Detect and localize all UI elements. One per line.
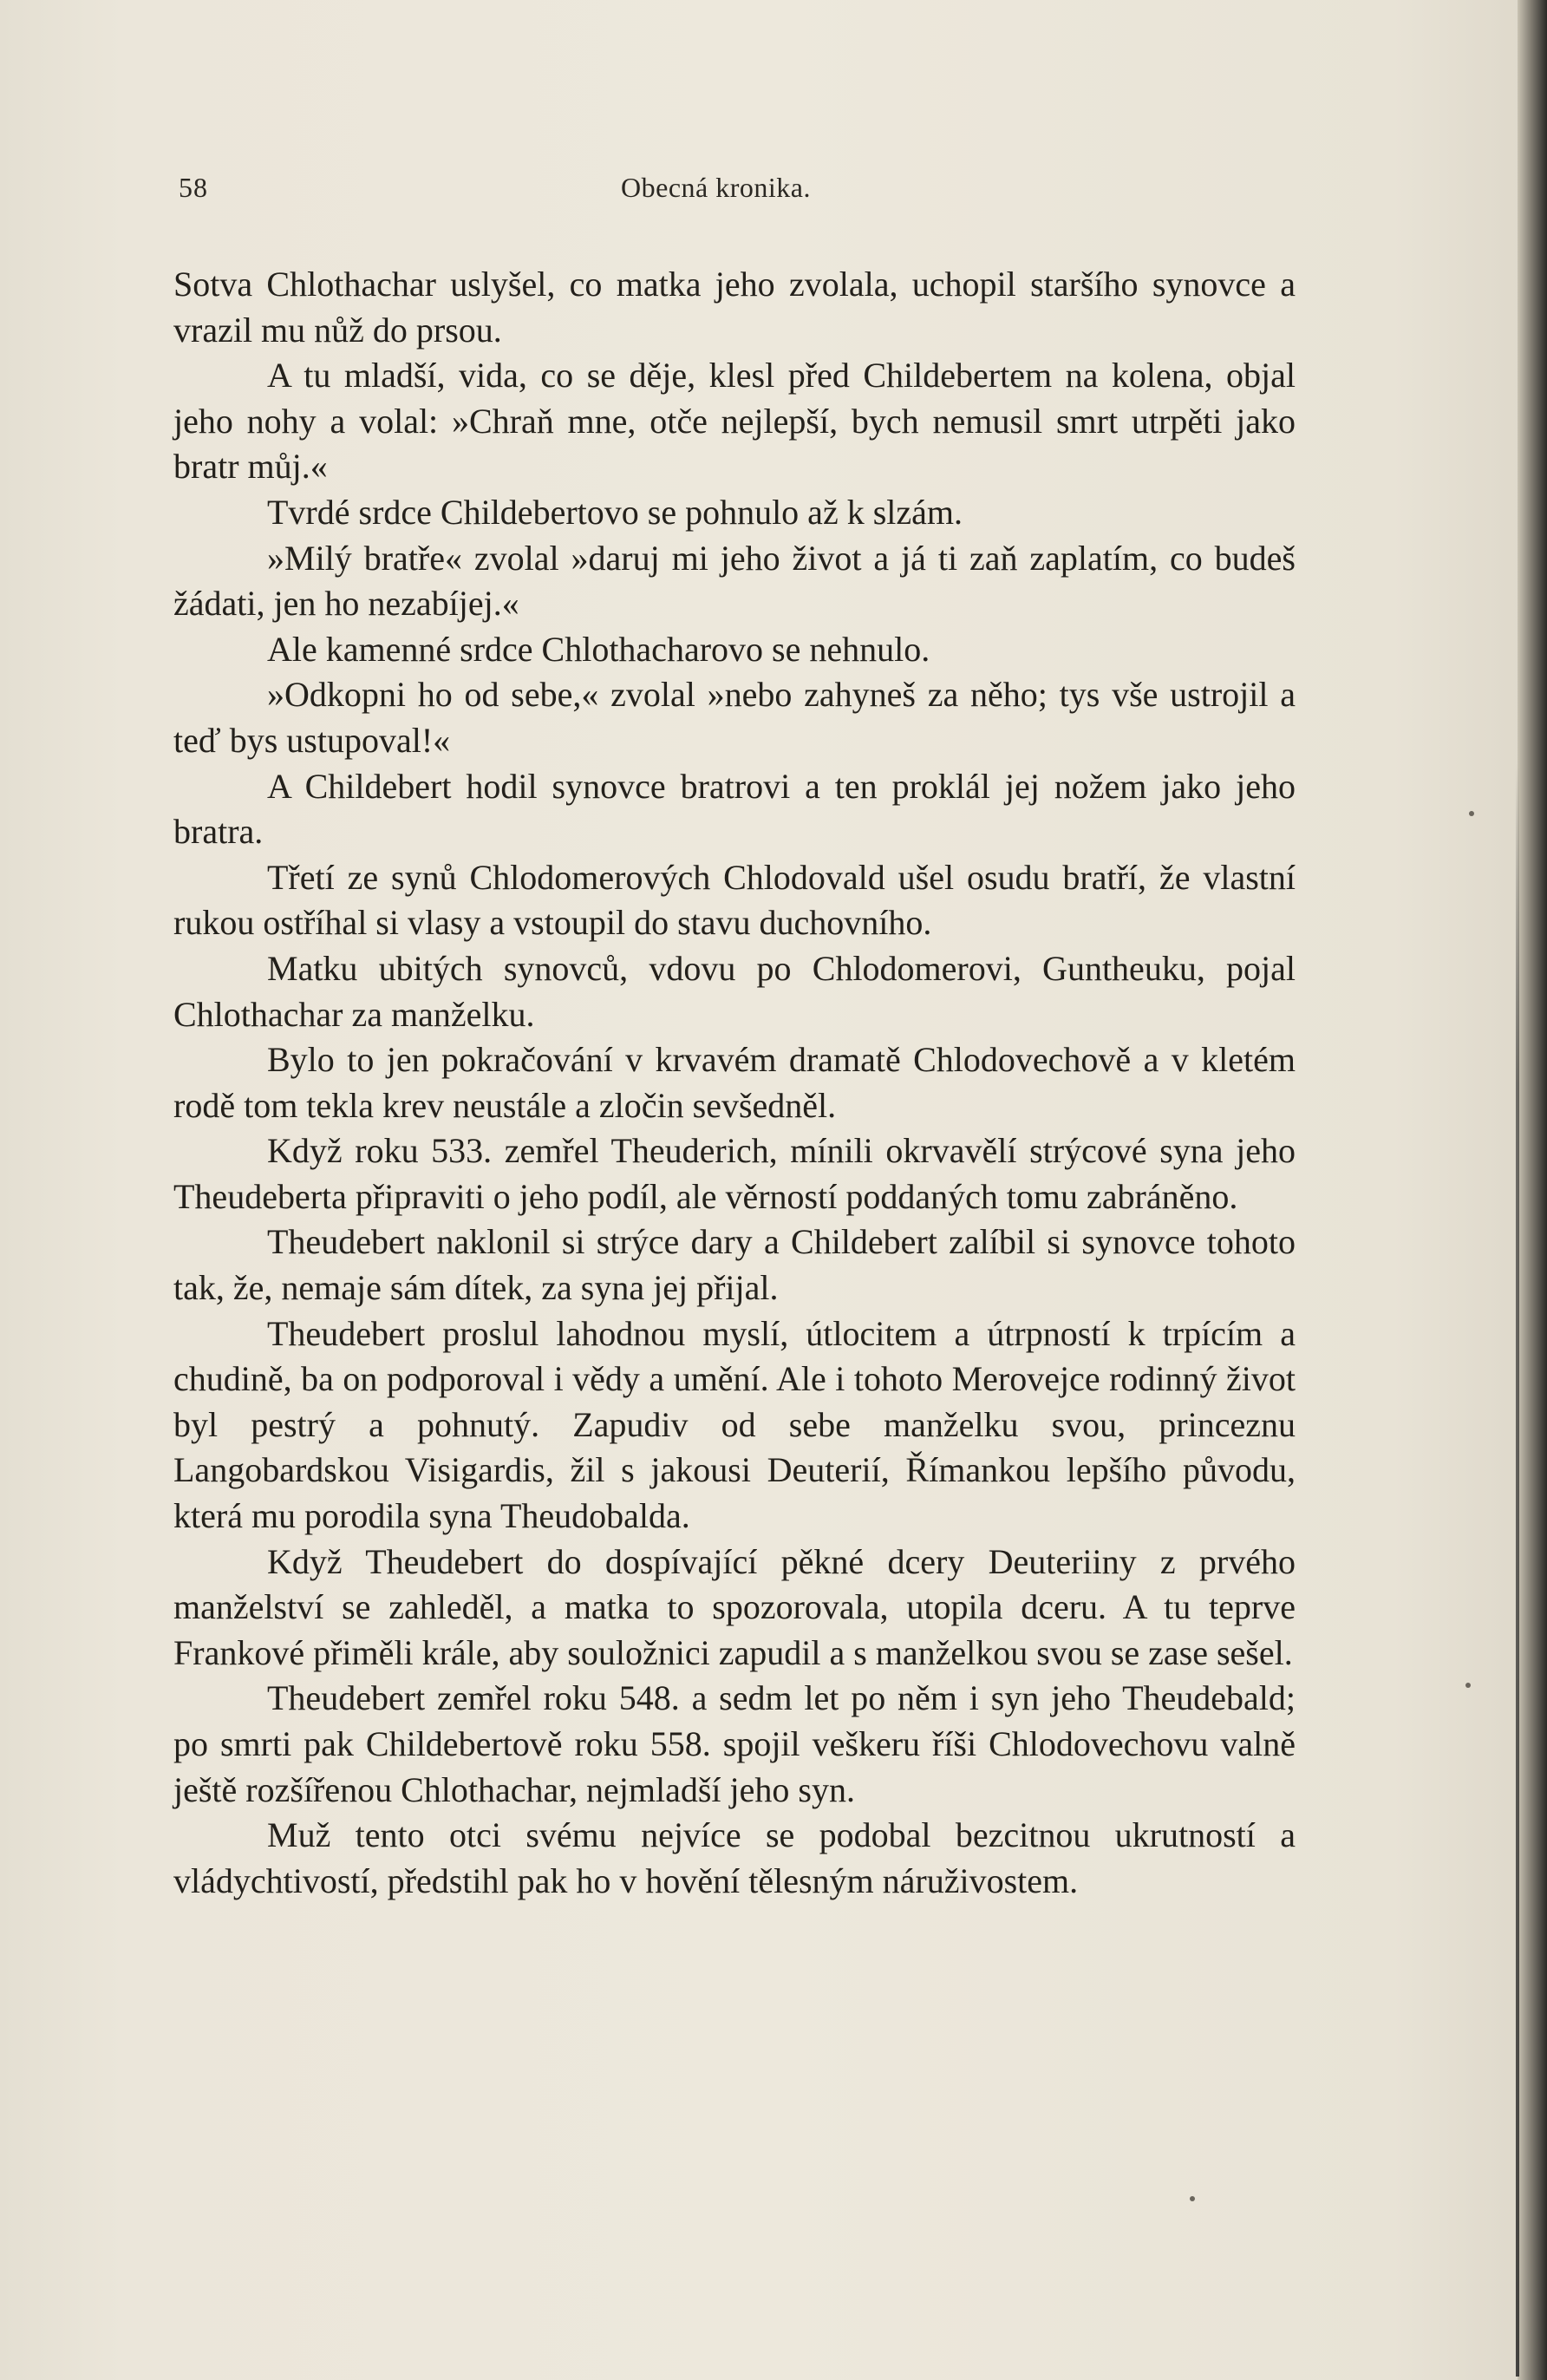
running-head: Obecná kronika.	[621, 172, 811, 203]
paragraph: A tu mladší, vida, co se děje, klesl před Childebertem na kolena, objal jeho nohy a volal: »Chraň mne, otče nejlepší, bych nemusil smrt utrpěti jako bratr můj.«	[173, 356, 1296, 487]
paragraph: Theudebert naklonil si strýce dary a Childebert zalíbil si synovce tohoto tak, že, nemaje sám dítek, za syna jej přijal.	[173, 1222, 1296, 1308]
paper-speck	[1190, 2196, 1195, 2201]
paragraph: »Odkopni ho od sebe,« zvolal »nebo zahyneš za něho; tys vše ustrojil a teď bys ustupoval!«	[173, 675, 1296, 760]
page-body	[173, 262, 1296, 1904]
paragraph: Muž tento otci svému nejvíce se podobal bezcitnou ukrutností a vládychtivostí, předstihl pak ho v hovění tělesným náruživostem.	[173, 1815, 1296, 1900]
paragraph: Když Theudebert do dospívající pěkné dcery Deuteriiny z prvého manželství se zahleděl, a matka to spozorovala, utopila dceru. A tu teprve Frankové přiměli krále, aby souložnici zapudil a s manželkou svou se zase sešel.	[173, 1541, 1296, 1672]
paper-speck	[1465, 1683, 1471, 1688]
paragraph: A Childebert hodil synovce bratrovi a ten proklál jej nožem jako jeho bratra.	[173, 766, 1296, 852]
paper-speck	[1469, 811, 1474, 816]
paragraph: Sotva Chlothachar uslyšel, co matka jeho zvolala, uchopil staršího synovce a vrazil mu nůž do prsou.	[173, 265, 1296, 350]
paragraph: Ale kamenné srdce Chlothacharovo se nehnulo.	[267, 629, 930, 669]
paragraph: Matku ubitých synovců, vdovu po Chlodomerovi, Guntheuku, pojal Chlothachar za manželku.	[173, 948, 1296, 1034]
paragraph: Třetí ze synů Chlodomerových Chlodovald ušel osudu bratří, že vlastní rukou ostříhal si vlasy a vstoupil do stavu duchovního.	[173, 857, 1296, 943]
paragraph: Theudebert zemřel roku 548. a sedm let po něm i syn jeho Theudebald; po smrti pak Childebertově roku 558. spojil veškeru říši Chlodovechovu valně ještě rozšířenou Chlothachar, nejmladší jeho syn.	[173, 1678, 1296, 1809]
paragraph: »Milý bratře« zvolal »daruj mi jeho život a já ti zaň zaplatím, co budeš žádati, jen ho nezabíjej.«	[173, 538, 1296, 624]
page-number: 58	[179, 172, 208, 203]
paragraph: Bylo to jen pokračování v krvavém dramatě Chlodovechově a v kletém rodě tom tekla krev neustále a zločin sevšedněl.	[173, 1040, 1296, 1125]
paragraph: Když roku 533. zemřel Theuderich, mínili okrvavělí strýcové syna jeho Theudeberta připraviti o jeho podíl, ale věrností poddaných tomu zabráněno.	[173, 1131, 1296, 1216]
paragraph: Theudebert proslul lahodnou myslí, útlocitem a útrpností k trpícím a chudině, ba on podporoval i vědy a umění. Ale i tohoto Merovejce rodinný život byl pestrý a pohnutý. Zapudiv od sebe manželku svou, princeznu Langobardskou Visigardis, žil s jakousi Deuterií, Římankou lepšího původu, která mu porodila syna Theudobalda.	[173, 1313, 1296, 1536]
paragraph: Tvrdé srdce Childebertovo se pohnulo až k slzám.	[267, 492, 963, 532]
page-header	[179, 172, 1297, 212]
binding-line	[1516, 763, 1519, 2377]
page-edge-shadow	[1518, 0, 1547, 2380]
